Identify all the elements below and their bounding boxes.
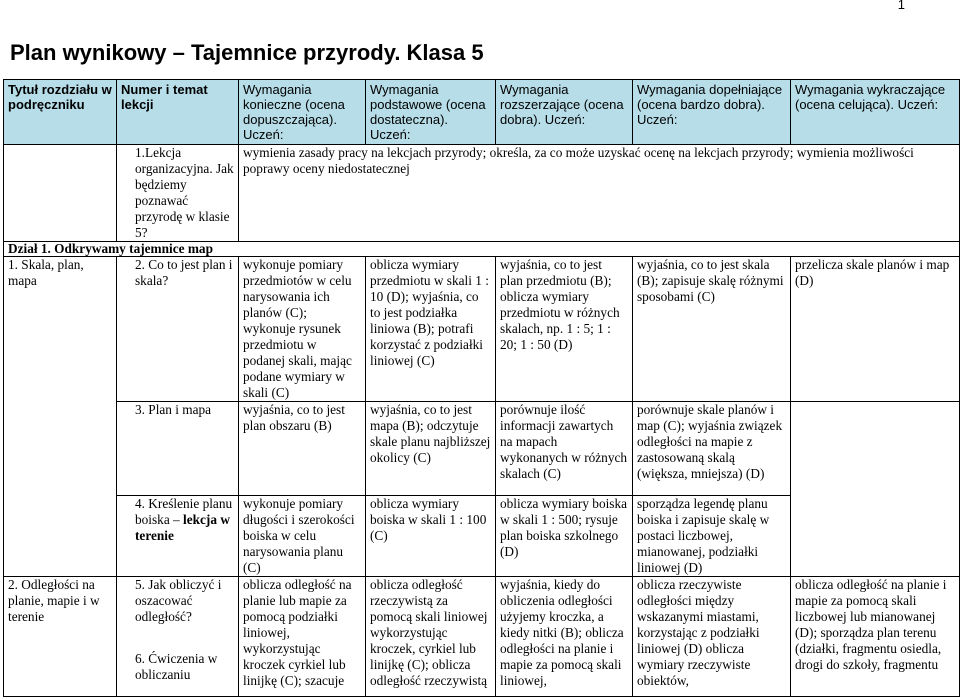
table-cell: wykonuje pomiary długości i szerokości boiska w celu narysowania planu (C) [239, 496, 366, 577]
table-header-row [4, 80, 960, 145]
table-cell: porównuje ilość informacji zawartych na mapach wykonanych w różnych skalach (C) [496, 402, 633, 496]
table-cell: wyjaśnia, co to jest plan przedmiotu (B); oblicza wymiary przedmiotu w różnych skalach, np. 1 : 5; 1 : 20; 1 : 50 (D) [496, 257, 633, 402]
table-row [4, 577, 960, 697]
requirements-table [3, 79, 960, 697]
table-cell [4, 145, 117, 242]
chapter-cell: 2. Odległości na planie, mapie i w terenie [4, 577, 117, 697]
page-number: 1 [897, 0, 905, 12]
lesson-cell [117, 496, 239, 577]
table-cell [791, 402, 960, 577]
header-cell: Numer i temat lekcji [117, 80, 239, 145]
table-cell: wyjaśnia, co to jest plan obszaru (B) [239, 402, 366, 496]
section-title: Dział 1. Odkrywamy tajemnice map [4, 242, 960, 257]
table-cell: oblicza odległość rzeczywistą za pomocą skali liniowej wykorzystując kroczek, cyrkiel lub linijkę (C); oblicza odległość rzeczywistą [366, 577, 496, 697]
lesson-title: 4. Kreślenie planu boiska – [135, 496, 233, 527]
header-cell: Tytuł rozdziału w podręczniku [4, 80, 117, 145]
lesson-title: 5. Jak obliczyć i oszacować odległość? [135, 577, 222, 624]
table-row [4, 257, 960, 402]
table-cell: wymienia zasady pracy na lekcjach przyrody; określa, za co może uzyskać ocenę na lekcjach przyrody; wymienia możliwości poprawy oceny niedostatecznej [239, 145, 960, 242]
header-cell: Wymagania wykraczające (ocena celująca). Uczeń: [791, 80, 960, 145]
section-row [4, 242, 960, 257]
header-cell: Wymagania dopełniające (ocena bardzo dobra). Uczeń: [633, 80, 791, 145]
table-cell: przelicza skale planów i map (D) [791, 257, 960, 402]
table-cell: porównuje skale planów i map (C); wyjaśnia związek odległości na mapie z zastosowaną skalą (większa, mniejsza) (D) [633, 402, 791, 496]
lesson-cell: 1.Lekcja organizacyjna. Jak będziemy poznawać przyrodę w klasie 5? [117, 145, 239, 242]
table-cell: sporządza legendę planu boiska i zapisuje skalę w postaci liczbowej, mianowanej, podziałki liniowej (D) [633, 496, 791, 577]
lesson-title: 6. Ćwiczenia w obliczaniu [135, 651, 218, 682]
lesson-title-emphasis: lekcja w terenie [135, 512, 230, 543]
table-cell: oblicza odległość na planie i mapie za pomocą skali liczbowej lub mianowanej (D); sporządza plan terenu (działki, fragmentu osiedla, drogi do szkoły, fragmentu [791, 577, 960, 697]
table-cell: oblicza wymiary boiska w skali 1 : 500; rysuje plan boiska szkolnego (D) [496, 496, 633, 577]
lesson-cell: 3. Plan i mapa [117, 402, 239, 496]
table-cell: wyjaśnia, co to jest mapa (B); odczytuje skale planu najbliższej okolicy (C) [366, 402, 496, 496]
table-cell: wyjaśnia, co to jest skala (B); zapisuje skalę różnymi sposobami (C) [633, 257, 791, 402]
header-cell: Wymagania podstawowe (ocena dostateczna). Uczeń: [366, 80, 496, 145]
table-cell: oblicza wymiary boiska w skali 1 : 100 (C) [366, 496, 496, 577]
table-cell: oblicza wymiary przedmiotu w skali 1 : 10 (D); wyjaśnia, co to jest podziałka liniowa (B); potrafi korzystać z podziałki liniowej (C) [366, 257, 496, 402]
table-cell: wyjaśnia, kiedy do obliczenia odległości użyjemy kroczka, a kiedy nitki (B); oblicza odległości na planie i mapie za pomocą skali liniowej, [496, 577, 633, 697]
page-title: Plan wynikowy – Tajemnice przyrody. Klasa 5 [10, 40, 484, 65]
table-cell: wykonuje pomiary przedmiotów w celu narysowania ich planów (C); wykonuje rysunek przedmiotu w podanej skali, mając podane wymiary w skali (C) [239, 257, 366, 402]
table-cell: oblicza odległość na planie lub mapie za pomocą podziałki liniowej, wykorzystując kroczek cyrkiel lub linijkę (C); szacuje [239, 577, 366, 697]
header-cell: Wymagania rozszerzające (ocena dobra). Uczeń: [496, 80, 633, 145]
chapter-cell: 1. Skala, plan, mapa [4, 257, 117, 577]
lesson-cell: 2. Co to jest plan i skala? [117, 257, 239, 402]
table-cell: oblicza rzeczywiste odległości między wskazanymi miastami, korzystając z podziałki liniowej (D) oblicza wymiary rzeczywiste obiektów, [633, 577, 791, 697]
table-row [4, 145, 960, 242]
header-cell: Wymagania konieczne (ocena dopuszczająca). Uczeń: [239, 80, 366, 145]
lesson-cell [117, 577, 239, 697]
table-row [4, 402, 960, 496]
